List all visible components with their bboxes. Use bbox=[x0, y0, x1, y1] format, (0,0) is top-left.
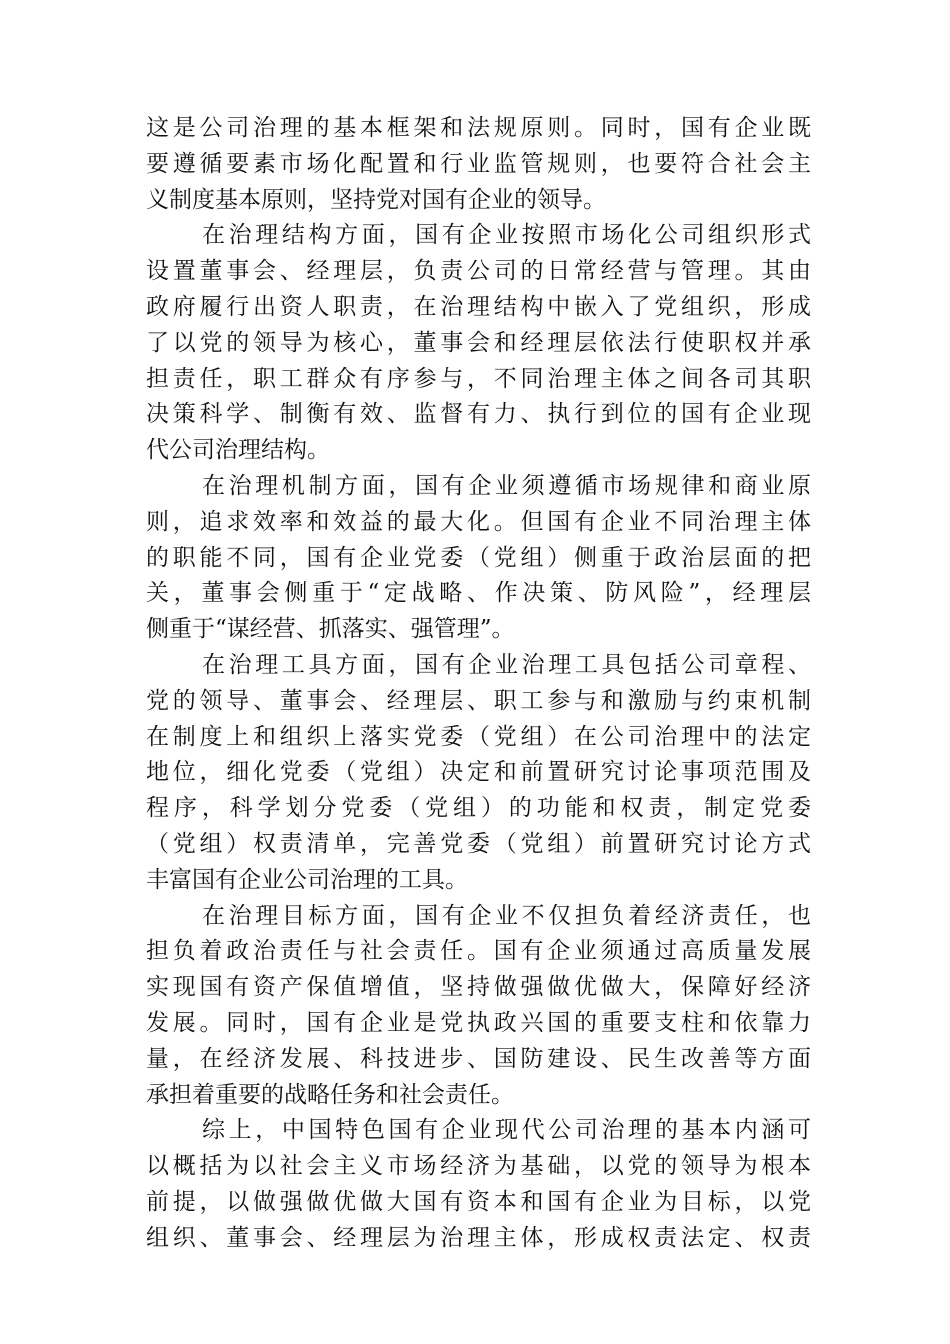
paragraph bbox=[146, 218, 811, 469]
text-line: 承担着重要的战略任务和社会责任。 bbox=[146, 1081, 514, 1108]
text-line: 综上，中国特色国有企业现代公司治理的基本内涵可 bbox=[202, 1117, 811, 1144]
text-line: 代公司治理结构。 bbox=[146, 437, 330, 464]
paragraph bbox=[146, 899, 811, 1114]
text-line: 以概括为以社会主义市场经济为基础，以党的领导为根本 bbox=[146, 1153, 811, 1180]
text-line: 发展。同时，国有企业是党执政兴国的重要支柱和依靠力 bbox=[146, 1009, 811, 1036]
text-line: 党的领导、董事会、经理层、职工参与和激励与约束机制 bbox=[146, 687, 811, 714]
text-line: 则，追求效率和效益的最大化。但国有企业不同治理主体 bbox=[146, 508, 811, 535]
text-line: 在治理机制方面，国有企业须遵循市场规律和商业原 bbox=[202, 472, 811, 499]
text-line: 要遵循要素市场化配置和行业监管规则，也要符合社会主 bbox=[146, 150, 811, 177]
text-line: 这是公司治理的基本框架和法规原则。同时，国有企业既 bbox=[146, 115, 811, 141]
paragraph bbox=[146, 111, 811, 218]
paragraph bbox=[146, 469, 811, 648]
text-line: 担责任，职工群众有序参与，不同治理主体之间各司其职 bbox=[146, 365, 811, 392]
text-line: 在制度上和组织上落实党委（党组）在公司治理中的法定 bbox=[146, 723, 811, 750]
text-line: 担负着政治责任与社会责任。国有企业须通过高质量发展 bbox=[146, 938, 811, 965]
text-line: 决策科学、制衡有效、监督有力、执行到位的国有企业现 bbox=[146, 401, 811, 428]
text-line: 前提，以做强做优做大国有资本和国有企业为目标，以党 bbox=[146, 1188, 811, 1215]
text-line: （党组）权责清单，完善党委（党组）前置研究讨论方式 bbox=[146, 830, 811, 857]
text-line: 地位，细化党委（党组）决定和前置研究讨论事项范围及 bbox=[146, 759, 811, 786]
text-line: 政府履行出资人职责，在治理结构中嵌入了党组织，形成 bbox=[146, 293, 811, 320]
document-page bbox=[146, 111, 811, 1257]
text-line: 在治理工具方面，国有企业治理工具包括公司章程、 bbox=[202, 651, 811, 678]
text-line: 在治理目标方面，国有企业不仅担负着经济责任，也 bbox=[202, 902, 811, 929]
paragraph bbox=[146, 1113, 811, 1256]
text-line: 的职能不同，国有企业党委（党组）侧重于政治层面的把 bbox=[146, 544, 811, 571]
text-line: 量，在经济发展、科技进步、国防建设、民生改善等方面 bbox=[146, 1045, 811, 1072]
text-line: 设置董事会、经理层，负责公司的日常经营与管理。其由 bbox=[146, 258, 811, 285]
text-line: 义制度基本原则，坚持党对国有企业的领导。 bbox=[146, 186, 606, 213]
text-line: 在治理结构方面，国有企业按照市场化公司组织形式 bbox=[202, 222, 811, 249]
text-line: 实现国有资产保值增值，坚持做强做优做大，保障好经济 bbox=[146, 974, 811, 1001]
text-line: 程序，科学划分党委（党组）的功能和权责，制定党委 bbox=[146, 795, 811, 822]
text-line: 了以党的领导为核心，董事会和经理层依法行使职权并承 bbox=[146, 329, 811, 356]
text-line: 关，董事会侧重于“定战略、作决策、防风险”，经理层 bbox=[146, 580, 811, 607]
text-line: 丰富国有企业公司治理的工具。 bbox=[146, 866, 468, 893]
paragraph bbox=[146, 648, 811, 899]
text-line: 组织、董事会、经理层为治理主体，形成权责法定、权责 bbox=[146, 1224, 811, 1251]
text-line: 侧重于“谋经营、抓落实、强管理”。 bbox=[146, 616, 515, 643]
